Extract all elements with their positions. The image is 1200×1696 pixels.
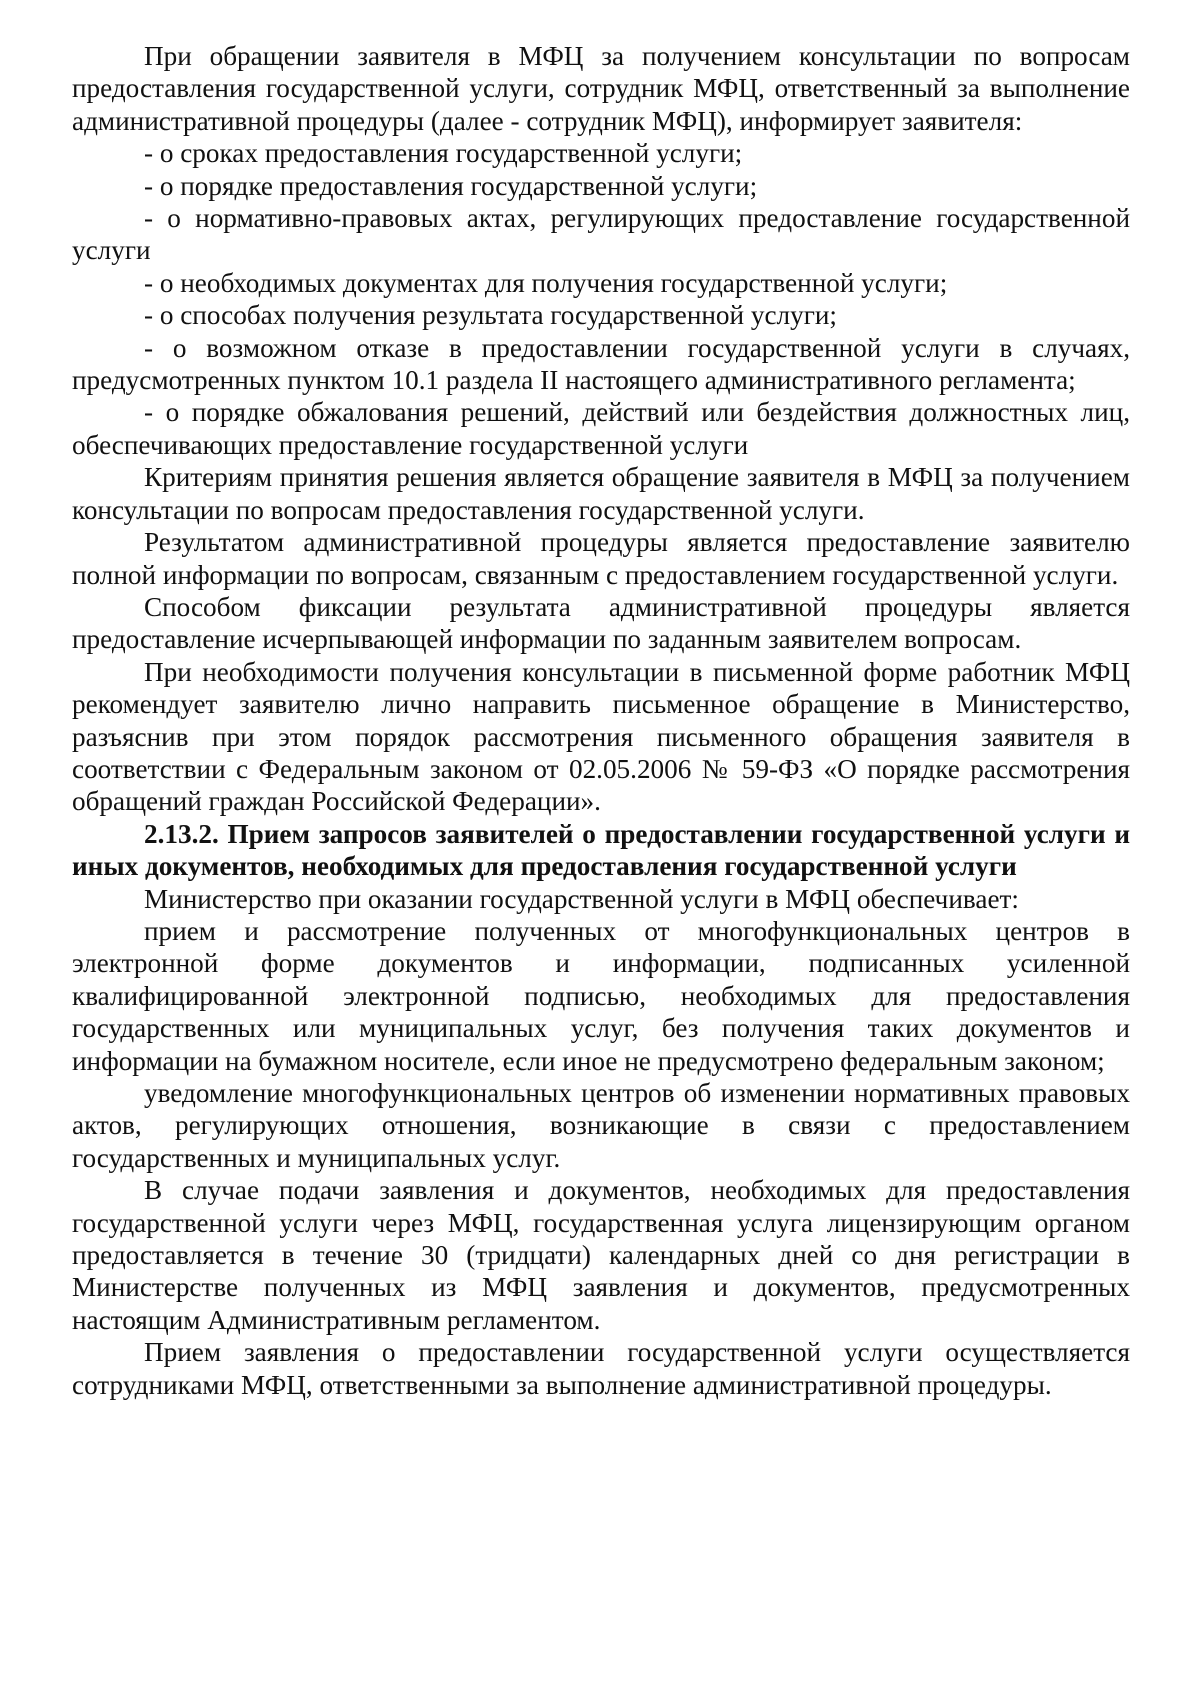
paragraph-ministry-provides: Министерство при оказании государственной услуги в МФЦ обеспечивает: [144, 883, 1019, 914]
document-page [72, 40, 1130, 1401]
list-item-procedure: - о порядке предоставления государственной услуги; [144, 170, 758, 201]
paragraph-deadline: В случае подачи заявления и документов, необходимых для предоставления государственной услуги через МФЦ, государственная услуга лицензирующим органом предоставляется в течение 30 (тридцати) календарных дней со дня регистрации в Министерстве полученных из МФЦ заявления и документов, предусмотренных настоящим Административным регламентом. [72, 1175, 1130, 1335]
section-heading-2-13-2: 2.13.2. Прием запросов заявителей о предоставлении государственной услуги и иных документов, необходимых для предоставления государственной услуги [72, 818, 1130, 882]
list-item-refusal: - о возможном отказе в предоставлении государственной услуги в случаях, предусмотренных пунктом 10.1 раздела II настоящего административного регламента; [72, 332, 1130, 396]
paragraph-fixation: Способом фиксации результата административной процедуры является предоставление исчерпывающей информации по заданным заявителем вопросам. [72, 591, 1130, 655]
paragraph-reception: прием и рассмотрение полученных от многофункциональных центров в электронной форме документов и информации, подписанных усиленной квалифицированной электронной подписью, необходимых для предоставления государственных или муниципальных услуг, без получения таких документов и информации на бумажном носителе, если иное не предусмотрено федеральным законом; [72, 915, 1130, 1076]
list-item-legal-acts: - о нормативно-правовых актах, регулирующих предоставление государственной услуги [72, 203, 1130, 266]
list-item-documents: - о необходимых документах для получения государственной услуги; [144, 267, 948, 298]
paragraph-written-consultation: При необходимости получения консультации в письменной форме работник МФЦ рекомендует заявителю лично направить письменное обращение в Министерство, разъяснив при этом порядок рассмотрения письменного обращения заявителя в соответствии с Федеральным законом от 02.05.2006 № 59-ФЗ «О порядке рассмотрения обращений граждан Российской Федерации». [72, 656, 1130, 817]
paragraph-result: Результатом административной процедуры является предоставление заявителю полной информации по вопросам, связанным с предоставлением государственной услуги. [72, 527, 1130, 590]
list-item-appeal: - о порядке обжалования решений, действий или бездействия должностных лиц, обеспечивающих предоставление государственной услуги [72, 397, 1130, 460]
list-item-terms: - о сроках предоставления государственной услуги; [144, 138, 743, 169]
paragraph-application-reception: Прием заявления о предоставлении государственной услуги осуществляется сотрудниками МФЦ, ответственными за выполнение административной процедуры. [72, 1337, 1130, 1400]
list-item-result-methods: - о способах получения результата государственной услуги; [144, 300, 837, 331]
paragraph-notification: уведомление многофункциональных центров об изменении нормативных правовых актов, регулирующих отношения, возникающие в связи с предоставлением государственных и муниципальных услуг. [72, 1078, 1130, 1173]
paragraph-criteria: Критериям принятия решения является обращение заявителя в МФЦ за получением консультации по вопросам предоставления государственной услуги. [72, 462, 1130, 525]
paragraph-intro: При обращении заявителя в МФЦ за получением консультации по вопросам предоставления государственной услуги, сотрудник МФЦ, ответственный за выполнение административной процедуры (далее - сотрудник МФЦ), информирует заявителя: [72, 41, 1130, 136]
